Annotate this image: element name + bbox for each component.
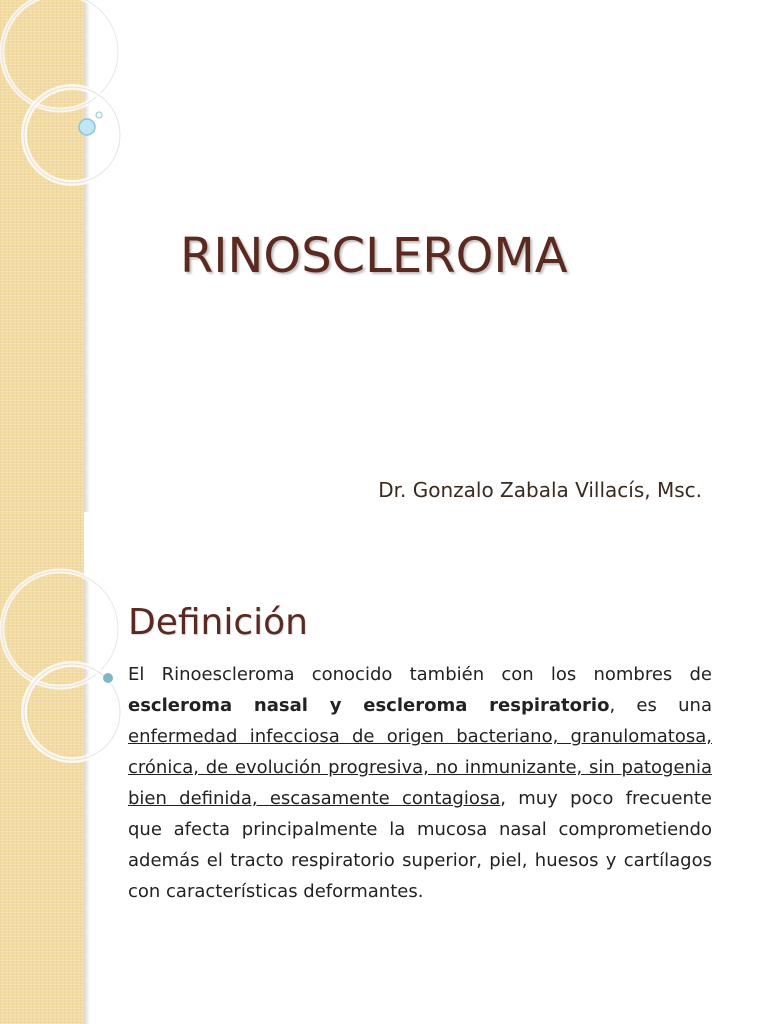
bullet-icon [103, 673, 113, 683]
body-underlined: enfermedad infecciosa de origen bacteriano, granulomatosa, crónica, de evolución progresiva, no inmunizante, sin patogenia bien definida, escasamente contagiosa [128, 726, 712, 809]
page-title: RINOSCLEROMA [180, 228, 568, 284]
slide-gap [0, 512, 768, 577]
section-heading: Definición [128, 602, 308, 643]
author-name: Dr. Gonzalo Zabala Villacís, Msc. [378, 478, 702, 502]
body-part3: , muy poco frecuente que afecta principalmente la mucosa nasal comprometiendo además el tracto respiratorio superior, piel, huesos y cartílagos con características deformantes. [128, 788, 712, 902]
body-part1: El Rinoescleroma conocido también con los nombres de [128, 664, 712, 685]
definition-slide [0, 577, 768, 1024]
decorative-rings-icon [0, 0, 200, 220]
body-bold: escleroma nasal y escleroma respiratorio [128, 695, 610, 716]
definition-paragraph [128, 659, 712, 907]
side-band-gap [0, 512, 84, 577]
body-part2: , es una [609, 695, 712, 716]
